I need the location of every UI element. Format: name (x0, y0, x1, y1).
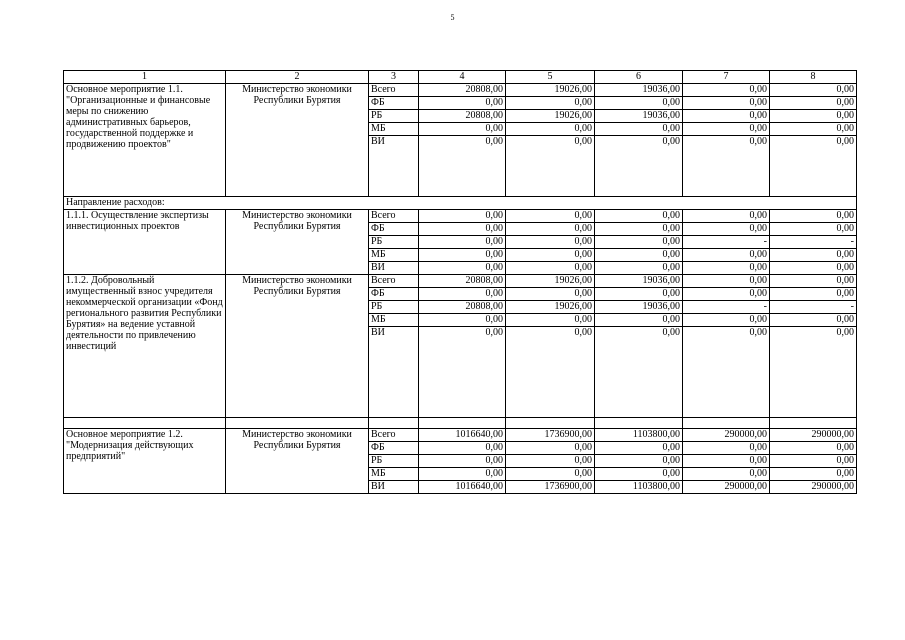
amount-cell: 0,00 (506, 223, 595, 236)
spacer-cell (770, 418, 857, 429)
amount-cell: 0,00 (770, 275, 857, 288)
page-number: 5 (450, 13, 455, 22)
amount-cell: 20808,00 (419, 110, 506, 123)
amount-cell: 0,00 (419, 223, 506, 236)
amount-cell: 0,00 (506, 468, 595, 481)
amount-cell: 0,00 (770, 288, 857, 301)
amount-cell: 19036,00 (595, 275, 683, 288)
amount-cell: 0,00 (419, 236, 506, 249)
activity-name: Основное мероприятие 1.1. "Организационные и финансовые меры по снижению административных барьеров, государственной поддержке и продвижению проектов" (64, 84, 226, 197)
activity-name: 1.1.2. Добровольный имущественный взнос учредителя некоммерческой организации «Фонд регионального развития Республики Бурятия» на ведение уставной деятельности по привлечению инвестиций (64, 275, 226, 418)
amount-cell: 19026,00 (506, 275, 595, 288)
amount-cell: 0,00 (595, 288, 683, 301)
activity-name: 1.1.1. Осуществление экспертизы инвестиционных проектов (64, 210, 226, 275)
amount-cell: 0,00 (419, 249, 506, 262)
spacer-cell (226, 418, 369, 429)
amount-cell: 19036,00 (595, 301, 683, 314)
amount-cell: 0,00 (595, 123, 683, 136)
spacer-cell (369, 418, 419, 429)
amount-cell: 0,00 (683, 468, 770, 481)
amount-cell: - (683, 301, 770, 314)
column-header: 2 (226, 71, 369, 84)
responsible-org: Министерство экономики Республики Бурятия (226, 275, 369, 418)
amount-cell: 0,00 (595, 249, 683, 262)
funding-source: РБ (369, 110, 419, 123)
amount-cell: 0,00 (683, 262, 770, 275)
amount-cell: 19026,00 (506, 110, 595, 123)
amount-cell: 0,00 (770, 123, 857, 136)
amount-cell: 0,00 (506, 455, 595, 468)
funding-source: Всего (369, 275, 419, 288)
column-header: 5 (506, 71, 595, 84)
amount-cell: 1736900,00 (506, 481, 595, 494)
amount-cell: 19026,00 (506, 84, 595, 97)
amount-cell: 0,00 (683, 275, 770, 288)
amount-cell: 290000,00 (770, 429, 857, 442)
amount-cell: 0,00 (683, 223, 770, 236)
amount-cell: 1103800,00 (595, 481, 683, 494)
table-row (64, 275, 857, 288)
spacer-row (64, 418, 857, 429)
amount-cell: 0,00 (595, 210, 683, 223)
amount-cell: 0,00 (683, 455, 770, 468)
amount-cell: 0,00 (506, 123, 595, 136)
funding-source: МБ (369, 314, 419, 327)
amount-cell: 0,00 (770, 110, 857, 123)
amount-cell: 0,00 (683, 136, 770, 197)
amount-cell: 0,00 (683, 123, 770, 136)
responsible-org: Министерство экономики Республики Бурятия (226, 429, 369, 494)
funding-source: Всего (369, 429, 419, 442)
amount-cell: 0,00 (595, 468, 683, 481)
amount-cell: 20808,00 (419, 84, 506, 97)
amount-cell: 0,00 (683, 314, 770, 327)
amount-cell: 19036,00 (595, 110, 683, 123)
amount-cell: 0,00 (770, 314, 857, 327)
amount-cell: 0,00 (595, 236, 683, 249)
amount-cell: 0,00 (770, 455, 857, 468)
amount-cell: 290000,00 (683, 429, 770, 442)
responsible-org: Министерство экономики Республики Бурятия (226, 84, 369, 197)
funding-source: ВИ (369, 481, 419, 494)
amount-cell: - (770, 236, 857, 249)
amount-cell: 0,00 (506, 314, 595, 327)
amount-cell: 0,00 (770, 262, 857, 275)
amount-cell: 0,00 (506, 327, 595, 418)
amount-cell: 0,00 (595, 136, 683, 197)
amount-cell: 0,00 (595, 455, 683, 468)
column-header: 1 (64, 71, 226, 84)
amount-cell: 0,00 (683, 97, 770, 110)
amount-cell: 0,00 (770, 84, 857, 97)
column-header: 7 (683, 71, 770, 84)
amount-cell: 0,00 (506, 136, 595, 197)
activity-name: Основное мероприятие 1.2. "Модернизация действующих предприятий" (64, 429, 226, 494)
amount-cell: 0,00 (683, 327, 770, 418)
funding-source: ФБ (369, 97, 419, 110)
table-row (64, 429, 857, 442)
amount-cell: 19026,00 (506, 301, 595, 314)
amount-cell: 0,00 (419, 327, 506, 418)
amount-cell: 0,00 (683, 210, 770, 223)
funding-source: Всего (369, 84, 419, 97)
amount-cell: 1103800,00 (595, 429, 683, 442)
spacer-cell (64, 418, 226, 429)
funding-source: МБ (369, 468, 419, 481)
funding-source: РБ (369, 455, 419, 468)
amount-cell: 0,00 (419, 455, 506, 468)
amount-cell: 0,00 (419, 136, 506, 197)
amount-cell: 0,00 (595, 97, 683, 110)
amount-cell: 0,00 (595, 262, 683, 275)
funding-source: МБ (369, 249, 419, 262)
amount-cell: 0,00 (770, 97, 857, 110)
amount-cell: 0,00 (419, 210, 506, 223)
amount-cell: 0,00 (770, 249, 857, 262)
spacer-cell (683, 418, 770, 429)
amount-cell: 0,00 (770, 327, 857, 418)
spacer-cell (506, 418, 595, 429)
amount-cell: 0,00 (770, 210, 857, 223)
section-row (64, 197, 857, 210)
amount-cell: 0,00 (506, 236, 595, 249)
amount-cell: 0,00 (683, 249, 770, 262)
column-header: 4 (419, 71, 506, 84)
funding-source: ФБ (369, 223, 419, 236)
amount-cell: 0,00 (595, 327, 683, 418)
amount-cell: 0,00 (419, 262, 506, 275)
table-row (64, 84, 857, 97)
funding-source: РБ (369, 301, 419, 314)
amount-cell: 0,00 (595, 223, 683, 236)
funding-source: ВИ (369, 327, 419, 418)
amount-cell: 0,00 (506, 262, 595, 275)
amount-cell: 0,00 (506, 210, 595, 223)
amount-cell: 0,00 (419, 123, 506, 136)
funding-source: ВИ (369, 136, 419, 197)
section-title: Направление расходов: (64, 197, 857, 210)
amount-cell: 0,00 (683, 84, 770, 97)
amount-cell: 0,00 (419, 314, 506, 327)
amount-cell: 0,00 (770, 468, 857, 481)
funding-source: ФБ (369, 442, 419, 455)
amount-cell: - (683, 236, 770, 249)
amount-cell: - (770, 301, 857, 314)
amount-cell: 1016640,00 (419, 429, 506, 442)
column-header: 6 (595, 71, 683, 84)
column-header: 3 (369, 71, 419, 84)
amount-cell: 0,00 (506, 288, 595, 301)
amount-cell: 0,00 (683, 110, 770, 123)
budget-table (63, 70, 857, 494)
funding-source: РБ (369, 236, 419, 249)
amount-cell: 290000,00 (683, 481, 770, 494)
header-row (64, 71, 857, 84)
amount-cell: 1736900,00 (506, 429, 595, 442)
amount-cell: 1016640,00 (419, 481, 506, 494)
spacer-cell (419, 418, 506, 429)
amount-cell: 290000,00 (770, 481, 857, 494)
amount-cell: 0,00 (419, 97, 506, 110)
amount-cell: 0,00 (506, 97, 595, 110)
amount-cell: 0,00 (419, 288, 506, 301)
funding-source: Всего (369, 210, 419, 223)
amount-cell: 0,00 (770, 442, 857, 455)
funding-source: ВИ (369, 262, 419, 275)
spacer-cell (595, 418, 683, 429)
amount-cell: 20808,00 (419, 301, 506, 314)
amount-cell: 0,00 (506, 442, 595, 455)
responsible-org: Министерство экономики Республики Бурятия (226, 210, 369, 275)
amount-cell: 0,00 (506, 249, 595, 262)
amount-cell: 0,00 (419, 468, 506, 481)
amount-cell: 0,00 (683, 442, 770, 455)
amount-cell: 19036,00 (595, 84, 683, 97)
amount-cell: 0,00 (770, 223, 857, 236)
amount-cell: 0,00 (419, 442, 506, 455)
amount-cell: 0,00 (595, 314, 683, 327)
amount-cell: 0,00 (595, 442, 683, 455)
amount-cell: 20808,00 (419, 275, 506, 288)
amount-cell: 0,00 (770, 136, 857, 197)
funding-source: МБ (369, 123, 419, 136)
amount-cell: 0,00 (683, 288, 770, 301)
column-header: 8 (770, 71, 857, 84)
funding-source: ФБ (369, 288, 419, 301)
table-row (64, 210, 857, 223)
